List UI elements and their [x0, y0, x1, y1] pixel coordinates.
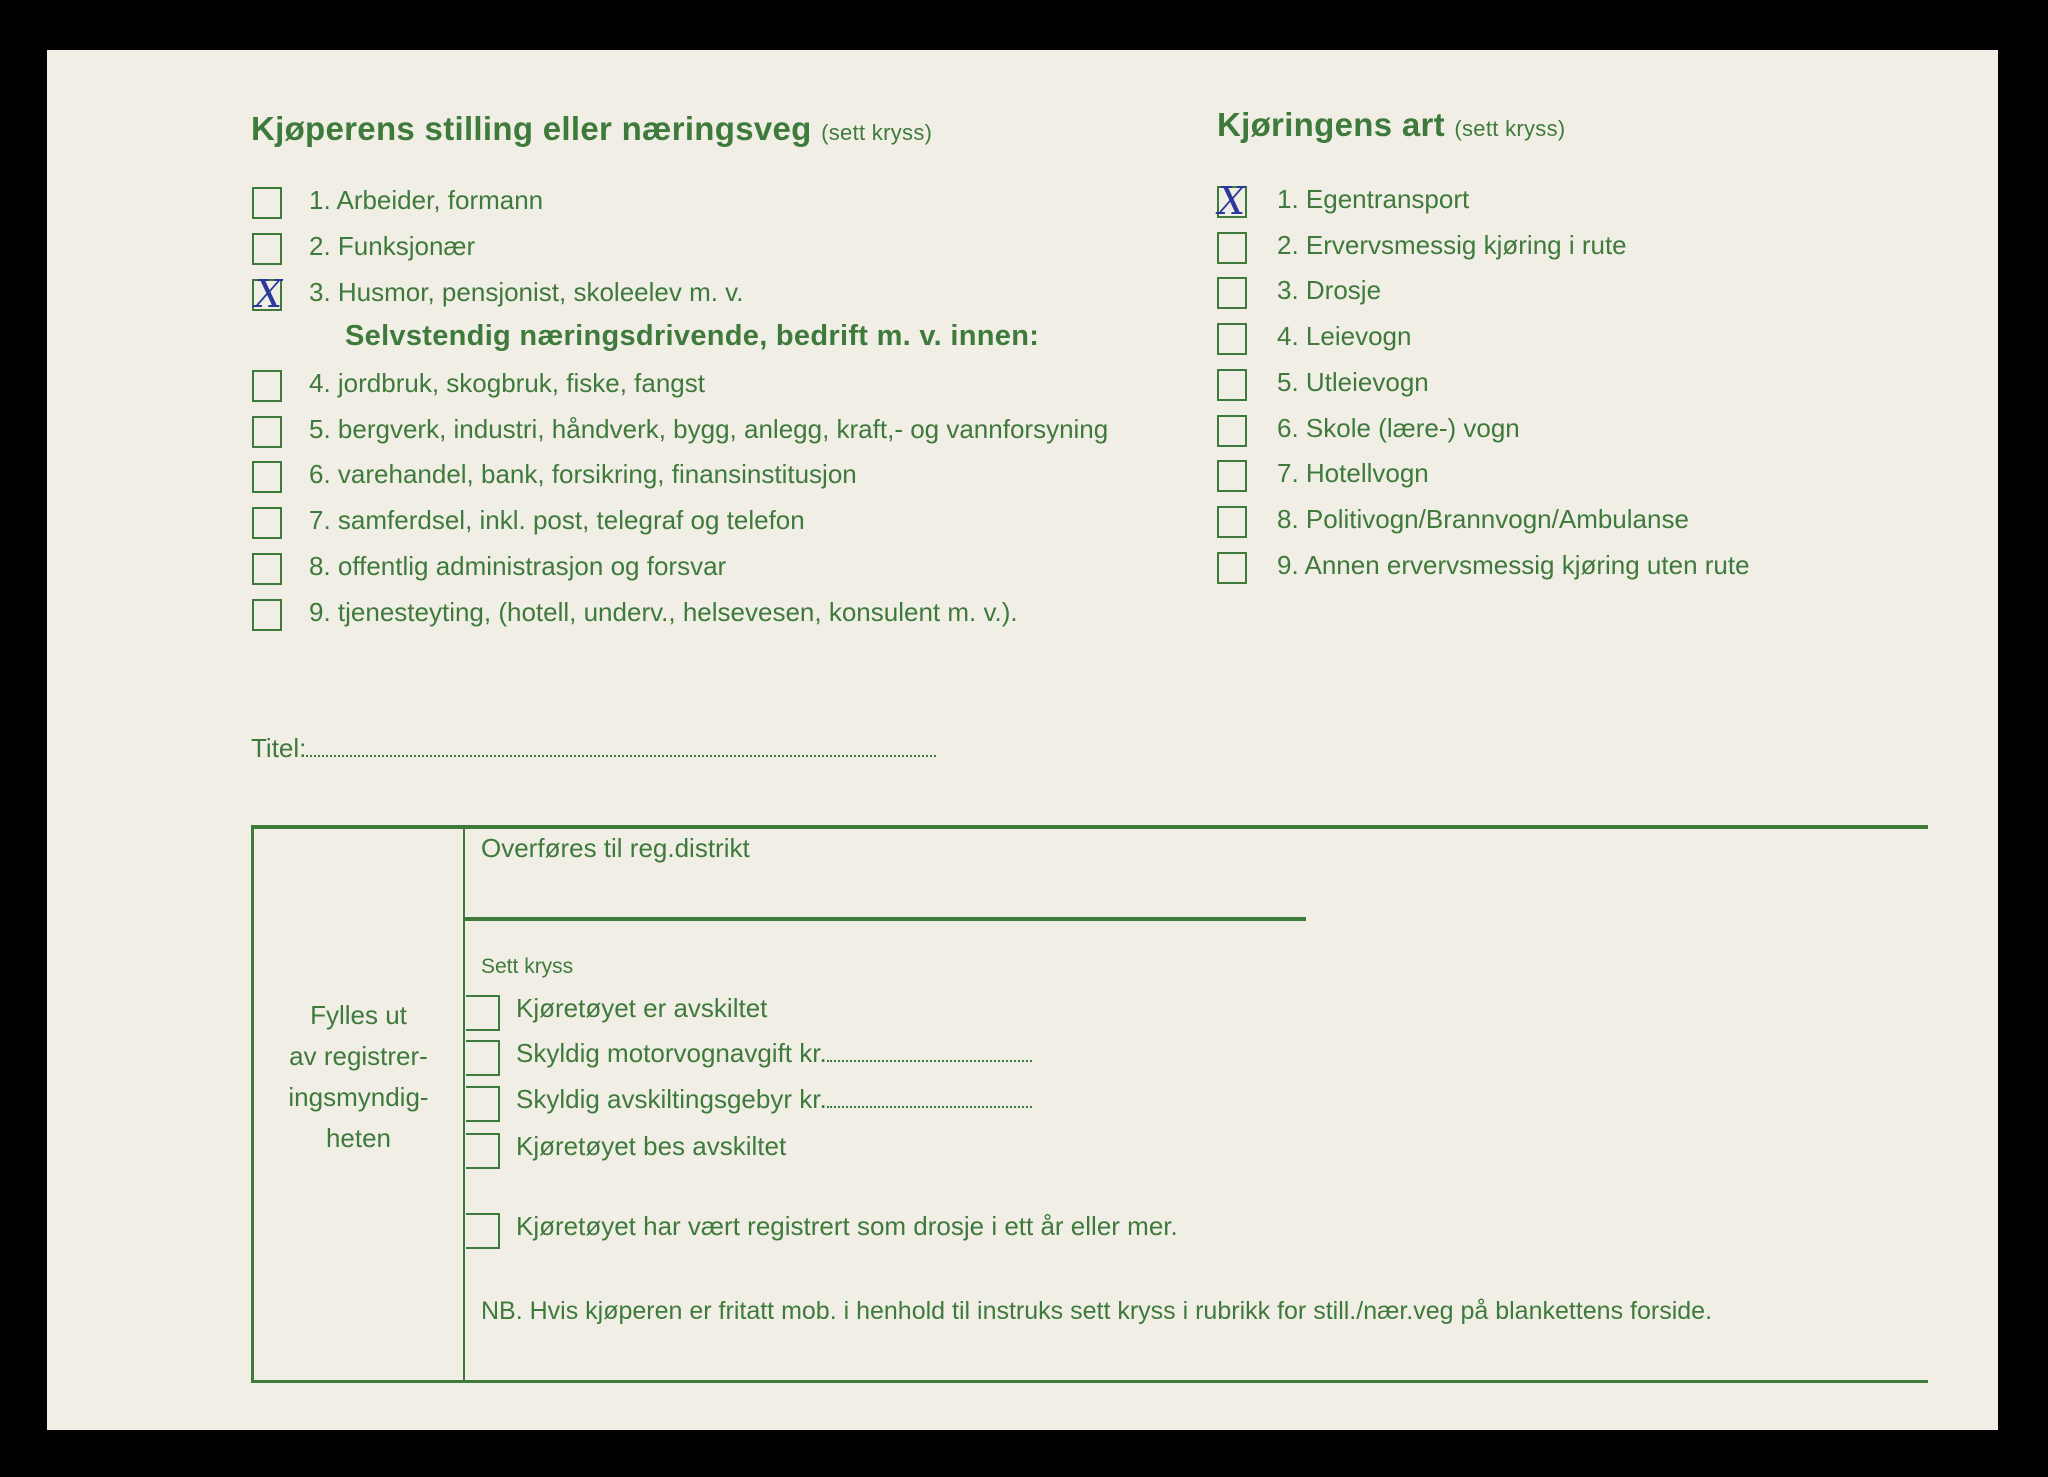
transfer-label: Overføres til reg.distrikt [481, 833, 750, 863]
right-item-label: 2. Ervervsmessig kjøring i rute [1277, 229, 1627, 260]
checkbox-left-5[interactable] [252, 416, 282, 448]
registry-item-label: Kjøretøyet er avskiltet [516, 993, 768, 1023]
right-item-label: 7. Hotellvogn [1277, 458, 1429, 489]
sett-kryss-label: Sett kryss [481, 955, 574, 978]
right-section-hint: (sett kryss) [1454, 116, 1566, 141]
left-item-label: 8. offentlig administrasjon og forsvar [309, 551, 727, 581]
checkbox-right-5[interactable] [1217, 369, 1247, 401]
left-item-label: 7. samferdsel, inkl. post, telegraf og telefon [309, 505, 805, 535]
self-employed-subheading: Selvstendig næringsdrivende, bedrift m. v. innen: [345, 320, 1040, 352]
checkbox-right-2[interactable] [1217, 232, 1247, 264]
right-section-title: Kjøringens art (sett kryss) [1217, 106, 1566, 143]
checkbox-left-8[interactable] [252, 553, 282, 585]
right-item-label: 5. Utleievogn [1277, 366, 1429, 397]
right-item-label: 6. Skole (lære-) vogn [1277, 412, 1520, 443]
registry-item-label: Skyldig avskiltingsgebyr kr. [516, 1084, 1032, 1115]
left-item-label: 4. jordbruk, skogbruk, fiske, fangst [309, 368, 705, 398]
checkbox-left-7[interactable] [252, 507, 282, 539]
right-item-label: 4. Leievogn [1277, 321, 1412, 352]
checkbox-left-9[interactable] [252, 599, 282, 631]
registry-item-label: Skyldig motorvognavgift kr. [516, 1038, 1032, 1069]
checkbox-registry-3[interactable] [466, 1086, 500, 1122]
registry-item-label: Kjøretøyet bes avskiltet [516, 1131, 787, 1161]
checkbox-right-3[interactable] [1217, 277, 1247, 309]
nb-note: NB. Hvis kjøperen er fritatt mob. i henhold til instruks sett kryss i rubrikk for still./nær.veg på blankettens forside. [481, 1297, 1713, 1325]
titel-field[interactable]: Titel: [251, 733, 936, 764]
transfer-line [463, 917, 1306, 921]
left-item-label: 3. Husmor, pensjonist, skoleelev m. v. [309, 277, 744, 307]
left-item-label: 2. Funksjonær [309, 231, 476, 261]
checkbox-right-4[interactable] [1217, 323, 1247, 355]
left-item-label: 9. tjenesteyting, (hotell, underv., helsevesen, konsulent m. v.). [309, 597, 1018, 627]
right-item-label: 1. Egentransport [1277, 184, 1470, 214]
registry-item-label: Kjøretøyet har vært registrert som drosje i ett år eller mer. [516, 1211, 1178, 1241]
left-item-label: 6. varehandel, bank, forsikring, finansinstitusjon [309, 459, 857, 489]
left-item-label: 1. Arbeider, formann [309, 185, 544, 215]
checkbox-right-9[interactable] [1217, 552, 1247, 584]
pen-x-mark: X [255, 272, 283, 316]
registry-side-label: Fylles ut av registrer- ingsmyndig- heten [288, 1000, 429, 1153]
right-item-label: 9. Annen ervervsmessig kjøring uten rute [1277, 549, 1750, 580]
left-section-hint: (sett kryss) [821, 120, 933, 145]
checkbox-left-6[interactable] [252, 461, 282, 493]
right-item-label: 3. Drosje [1277, 275, 1382, 306]
checkbox-registry-5[interactable] [466, 1213, 500, 1249]
pen-x-mark: X [1218, 179, 1246, 223]
box-top-line [251, 825, 1928, 829]
checkbox-left-2[interactable] [252, 233, 282, 265]
checkbox-registry-4[interactable] [466, 1133, 500, 1169]
checkbox-left-1[interactable] [252, 187, 282, 219]
left-section-title: Kjøperens stilling eller næringsveg (sett kryss) [251, 110, 933, 147]
right-item-label: 8. Politivogn/Brannvogn/Ambulanse [1277, 503, 1689, 534]
checkbox-right-7[interactable] [1217, 460, 1247, 492]
checkbox-right-8[interactable] [1217, 506, 1247, 538]
box-bottom-line [251, 1380, 1928, 1383]
left-item-label: 5. bergverk, industri, håndverk, bygg, anlegg, kraft,- og vannforsyning [309, 414, 1109, 444]
checkbox-left-4[interactable] [252, 370, 282, 402]
checkbox-right-6[interactable] [1217, 415, 1247, 447]
checkbox-registry-2[interactable] [466, 1040, 500, 1076]
box-inner-line [463, 825, 465, 1383]
checkbox-registry-1[interactable] [466, 995, 500, 1031]
